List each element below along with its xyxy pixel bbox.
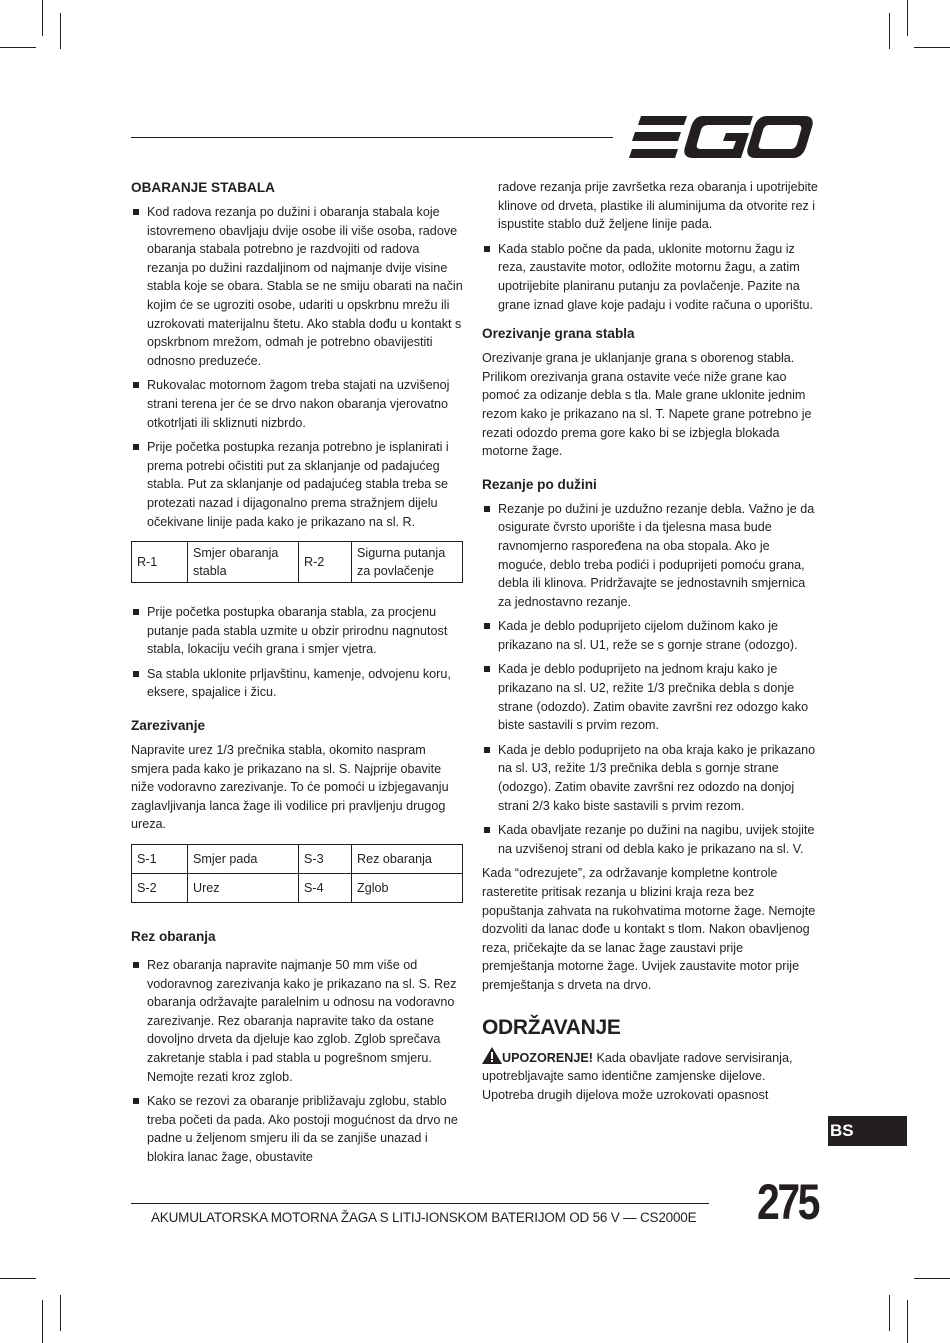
crop-mark	[60, 1295, 61, 1331]
list-item: Kako se rezovi za obaranje približavaju zglobu, stablo treba početi da pada. Ako postoji mogućnost da drvo ne padne u željenom smjeru ili da se zanjiše unazad i blokira lanac žage, obustavite	[131, 1092, 463, 1166]
crop-mark	[907, 1300, 908, 1343]
section-heading-obaranje: OBARANJE STABALA	[131, 180, 275, 195]
language-tab	[828, 1116, 907, 1146]
list-item: Rezanje po dužini je uzdužno rezanje debla. Važno je da osigurate čvrsto uporište i da tjelesna masa bude ravnomjerno raspoređena na oba stopala. Ako je moguće, deblo treba podići i poduprijeti pomoću grana, debla ili klinova. Pridržavajte se jednostavnih smjernica za jednostavno rezanje.	[482, 500, 818, 612]
obaranje-list	[131, 203, 463, 531]
table-cell: Sigurna putanja za povlačenje	[352, 542, 463, 583]
paragraph: Orezivanje grana je uklanjanje grana s oborenog stabla. Prilikom orezivanja grana ostavite veće niže grane kao pomoć za odizanje debla s tla. Male grane uklonite jednim rezom kako je prikazano na sl. T. Napete grane potrebno je rezati odozdo prema gore kako bi se izbjegla blokada motorne žage.	[482, 351, 812, 459]
section-heading-orezivanje: Orezivanje grana stabla	[482, 326, 635, 342]
table-cell: S-2	[132, 874, 188, 903]
table-row	[132, 542, 463, 583]
rezanje-list	[482, 500, 818, 859]
table-row	[132, 874, 463, 903]
table-cell: S-4	[299, 874, 352, 903]
list-item-continued: radove rezanja prije završetka reza obaranja i upotrijebite klinove od drveta, plastike ili aluminijuma da otvorite rez i ispustite stablo duž željene linije pada.	[498, 180, 818, 232]
section-heading-zarezivanje: Zarezivanje	[131, 718, 206, 734]
warning-text: Kada obavljate radove servisiranja, upotrebljavajte samo identične zamjenske dijelove. Upotreba drugih dijelova može uzrokovati opasnost	[482, 1050, 793, 1102]
table-cell: Zglob	[352, 874, 463, 903]
crop-mark	[889, 1295, 890, 1331]
crop-mark	[60, 13, 61, 49]
list-item: Rez obaranja napravite najmanje 50 mm više od vodoravnog zarezivanja kako je prikazano na sl. S. Rez obaranja održavajte paralelnim u odnosu na vodoravno zarezivanje. Rez obaranja napravite tako da ostane dovoljno drveta da djeluje kao zglob. Zglob sprečava zakretanje stabla i pad stabla u pogrešnom smjeru. Nemojte rezati kroz zglob.	[131, 956, 463, 1086]
table-cell: R-2	[299, 542, 352, 583]
crop-mark	[914, 1278, 950, 1279]
crop-mark	[42, 1300, 43, 1343]
list-item: Sa stabla uklonite prljavštinu, kamenje, odvojenu koru, eksere, spajalice i žicu.	[131, 665, 463, 702]
table-cell: Urez	[188, 874, 299, 903]
footer-title: AKUMULATORSKA MOTORNA ŽAGA S LITIJ-IONSKOM BATERIJOM OD 56 V — CS2000E	[151, 1210, 697, 1225]
list-item: Kod radova rezanja po dužini i obaranja stabala koje istovremeno obavljaju dvije osobe ili više osoba, radove obaranja stabala potrebno je razdvojiti od radova rezanja po dužini razdaljinom od najmanje dvije visine stabla koje se obara. Stabla se ne smiju obarati na način kojim će se ugroziti osobe, udariti u opskrbnu mrežu ili uzrokovati materijalnu štetu. Ako stabla dođu u kontakt s opskrbnom mrežom, odmah je potrebno obavijestiti odnosno preduzeće.	[131, 203, 463, 370]
legend-table-s	[131, 844, 463, 903]
continued-list	[482, 178, 818, 314]
table-cell: R-1	[132, 542, 188, 583]
warning-paragraph	[482, 1047, 818, 1105]
list-item: Prije početka postupka obaranja stabla, za procjenu putanje pada stabla uzmite u obzir prirodnu nagnutost stabla, lokaciju većih grana i smjer vjetra.	[131, 603, 463, 659]
legend-table-r	[131, 541, 463, 583]
list-item: Kada je deblo poduprijeto cijelom dužinom kako je prikazano na sl. U1, reže se s gornje strane (odozgo).	[482, 617, 818, 654]
warning-label: UPOZORENJE!	[502, 1050, 593, 1065]
crop-mark	[0, 1278, 36, 1279]
crop-mark	[0, 47, 36, 48]
table-cell: Smjer obaranja stabla	[188, 542, 299, 583]
list-item: Kada stablo počne da pada, uklonite motornu žagu iz reza, zaustavite motor, odložite motornu žagu, a zatim upotrijebite planiranu putanju za povlačenje. Pazite na grane iznad glave koje padaju i vodite računa o uporištu.	[482, 240, 818, 314]
page-number: 275	[757, 1174, 819, 1230]
section-heading-rezanje: Rezanje po dužini	[482, 476, 597, 492]
language-tab-label: BS	[830, 1121, 854, 1140]
paragraph: Kada “odrezujete”, za održavanje kompletne kontrole rasteretite pritisak rezanja u blizini kraja reza bez popuštanja zahvata na rukohvatima motorne žage. Nemojte dozvoliti da lanac dođe u kontakt s tlom. Nakon obavljenog reza, pričekajte da se lanac žage zaustavi prije premještanja motorne žage. Uvijek zaustavite motor prije premještanja s drveta na drvo.	[482, 866, 816, 992]
left-column	[131, 178, 463, 1167]
crop-mark	[914, 47, 950, 48]
list-item: Prije početka postupka rezanja potrebno je isplanirati i prema potrebi očistiti put za sklanjanje od padajućeg stabla. Put za sklanjanje od padajućeg stabla treba se protezati nazad i dijagonalno prema stražnjem dijelu očekivane linije pada kako je prikazano na sl. R.	[131, 438, 463, 531]
header-rule	[131, 137, 613, 138]
section-heading-odrzavanje: ODRŽAVANJE	[482, 1015, 621, 1039]
right-column	[482, 178, 818, 1104]
list-item: Kada obavljate rezanje po dužini na nagibu, uvijek stojite na uzvišenoj strani od debla kako je prikazano na sl. V.	[482, 821, 818, 858]
table-cell: S-3	[299, 845, 352, 874]
list-item: Kada je deblo poduprijeto na oba kraja kako je prikazano na sl. U3, režite 1/3 prečnika debla s gornje strane (odozgo). Zatim obavite završni rez odozdo na donjoj strani 2/3 kako biste sastavili s prvim rezom.	[482, 741, 818, 815]
table-cell: S-1	[132, 845, 188, 874]
crop-mark	[42, 0, 43, 36]
crop-mark	[889, 13, 890, 49]
crop-mark	[907, 0, 908, 36]
table-cell: Smjer pada	[188, 845, 299, 874]
ego-logo-icon	[629, 116, 813, 158]
obaranje-list-2	[131, 603, 463, 702]
table-cell: Rez obaranja	[352, 845, 463, 874]
list-item: Rukovalac motornom žagom treba stajati na uzvišenoj strani terena jer će se drvo nakon obaranja vjerovatno otkotrljati ili skliznuti nizbrdo.	[131, 376, 463, 432]
table-row	[132, 845, 463, 874]
rez-obaranja-list	[131, 956, 463, 1167]
section-heading-rez-obaranja: Rez obaranja	[131, 929, 216, 945]
list-item: Kada je deblo poduprijeto na jednom kraju kako je prikazano na sl. U2, režite 1/3 prečnika debla s donje strane (odozdo). Zatim obavite završni rez odozgo kako biste sastavili s prvim rezom.	[482, 660, 818, 734]
paragraph: Napravite urez 1/3 prečnika stabla, okomito naspram smjera pada kako je prikazano na sl. S. Najprije obavite niže vodoravno zarezivanje. To će pomoći u izbjegavanju zaglavljivanja lanca žage ili vodilice pri pravljenju drugog ureza.	[131, 743, 449, 832]
footer-rule	[131, 1203, 709, 1204]
warning-triangle-icon	[482, 1047, 502, 1064]
